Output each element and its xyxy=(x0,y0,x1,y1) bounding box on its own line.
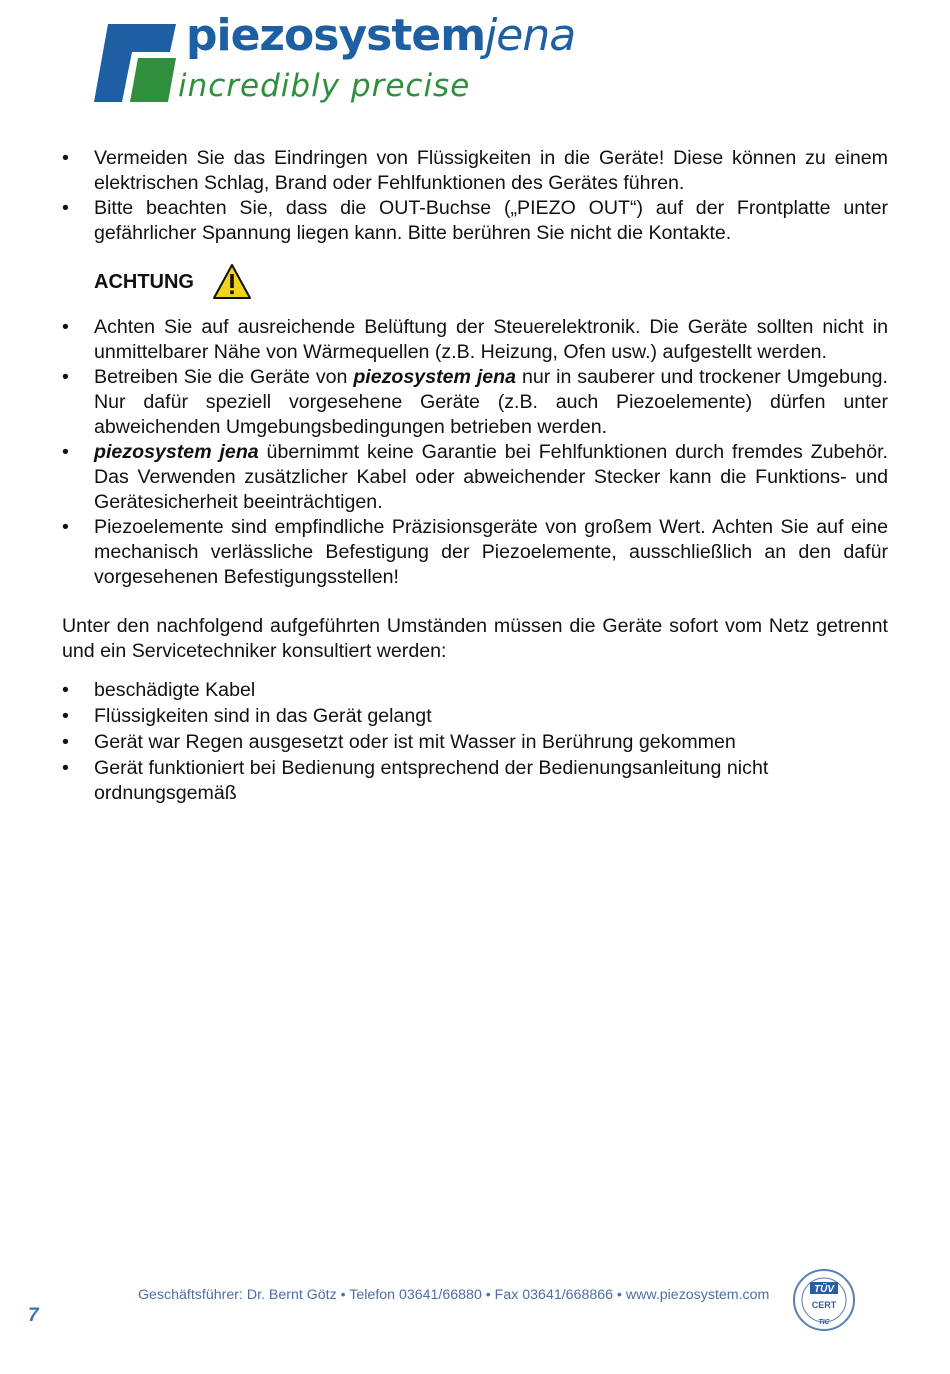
logo-wordmark: piezosystemjena xyxy=(186,10,576,61)
document-body xyxy=(62,146,888,807)
warning-triangle-icon xyxy=(212,263,252,301)
list-item: • Flüssigkeiten sind in das Gerät gelangt xyxy=(62,704,888,729)
safety-list-2 xyxy=(62,315,888,590)
list-item: • beschädigte Kabel xyxy=(62,678,888,703)
list-item: • piezosystem jena übernimmt keine Garantie bei Fehlfunktionen durch fremdes Zubehör. Das Verwenden zusätzlicher Kabel oder abweichender Stecker kann die Funktions- und Gerätesicherheit beeinträchtigen. xyxy=(62,440,888,515)
logo-tagline: incredibly precise xyxy=(178,68,471,104)
list-item: • Gerät funktioniert bei Bedienung entsprechend der Bedienungsanleitung nicht ordnungsgemäß xyxy=(62,756,888,806)
list-item: • Achten Sie auf ausreichende Belüftung der Steuerelektronik. Die Geräte sollten nicht in unmittelbarer Nähe von Wärmequellen (z.B. Heizung, Ofen usw.) aufgestellt werden. xyxy=(62,315,888,365)
company-logo xyxy=(94,10,654,110)
page-number: 7 xyxy=(28,1305,39,1326)
list-item: • Bitte beachten Sie, dass die OUT-Buchse („PIEZO OUT“) auf der Frontplatte unter gefährlicher Spannung liegen kann. Bitte berühren Sie nicht die Kontakte. xyxy=(62,196,888,246)
tuv-cert-seal-icon xyxy=(792,1268,856,1332)
service-paragraph: Unter den nachfolgend aufgeführten Umständen müssen die Geräte sofort vom Netz getrennt und ein Servicetechniker konsultiert werden: xyxy=(62,615,888,662)
brand-name: piezosystem jena xyxy=(353,366,517,388)
warning-label: ACHTUNG xyxy=(94,270,194,293)
warning-heading xyxy=(94,261,888,303)
service-conditions-list xyxy=(62,678,888,806)
list-item: • Piezoelemente sind empfindliche Präzisionsgeräte von großem Wert. Achten Sie auf eine mechanisch verlässliche Befestigung der Piezoelemente, ausschließlich an den dafür vorgesehenen Befestigungsstellen! xyxy=(62,515,888,590)
list-item: • Vermeiden Sie das Eindringen von Flüssigkeiten in die Geräte! Diese können zu einem elektrischen Schlag, Brand oder Fehlfunktionen des Gerätes führen. xyxy=(62,146,888,196)
svg-text:TÜV: TÜV xyxy=(814,1284,834,1295)
svg-text:CERT: CERT xyxy=(811,1300,837,1310)
logo-mark-icon xyxy=(94,22,184,104)
svg-text:TIC: TIC xyxy=(818,1319,830,1326)
safety-list-1 xyxy=(62,146,888,246)
footer-contact: Geschäftsführer: Dr. Bernt Götz • Telefon 03641/66880 • Fax 03641/668866 • www.piezosystem.com xyxy=(138,1287,770,1303)
list-item: • Betreiben Sie die Geräte von piezosystem jena nur in sauberer und trockener Umgebung. Nur dafür speziell vorgesehene Geräte (z.B. auch Piezoelemente) dürfen unter abweichenden Umgebungsbedingungen betrieben werden. xyxy=(62,365,888,440)
brand-name: piezosystem jena xyxy=(94,441,259,463)
list-item: • Gerät war Regen ausgesetzt oder ist mit Wasser in Berührung gekommen xyxy=(62,730,888,755)
